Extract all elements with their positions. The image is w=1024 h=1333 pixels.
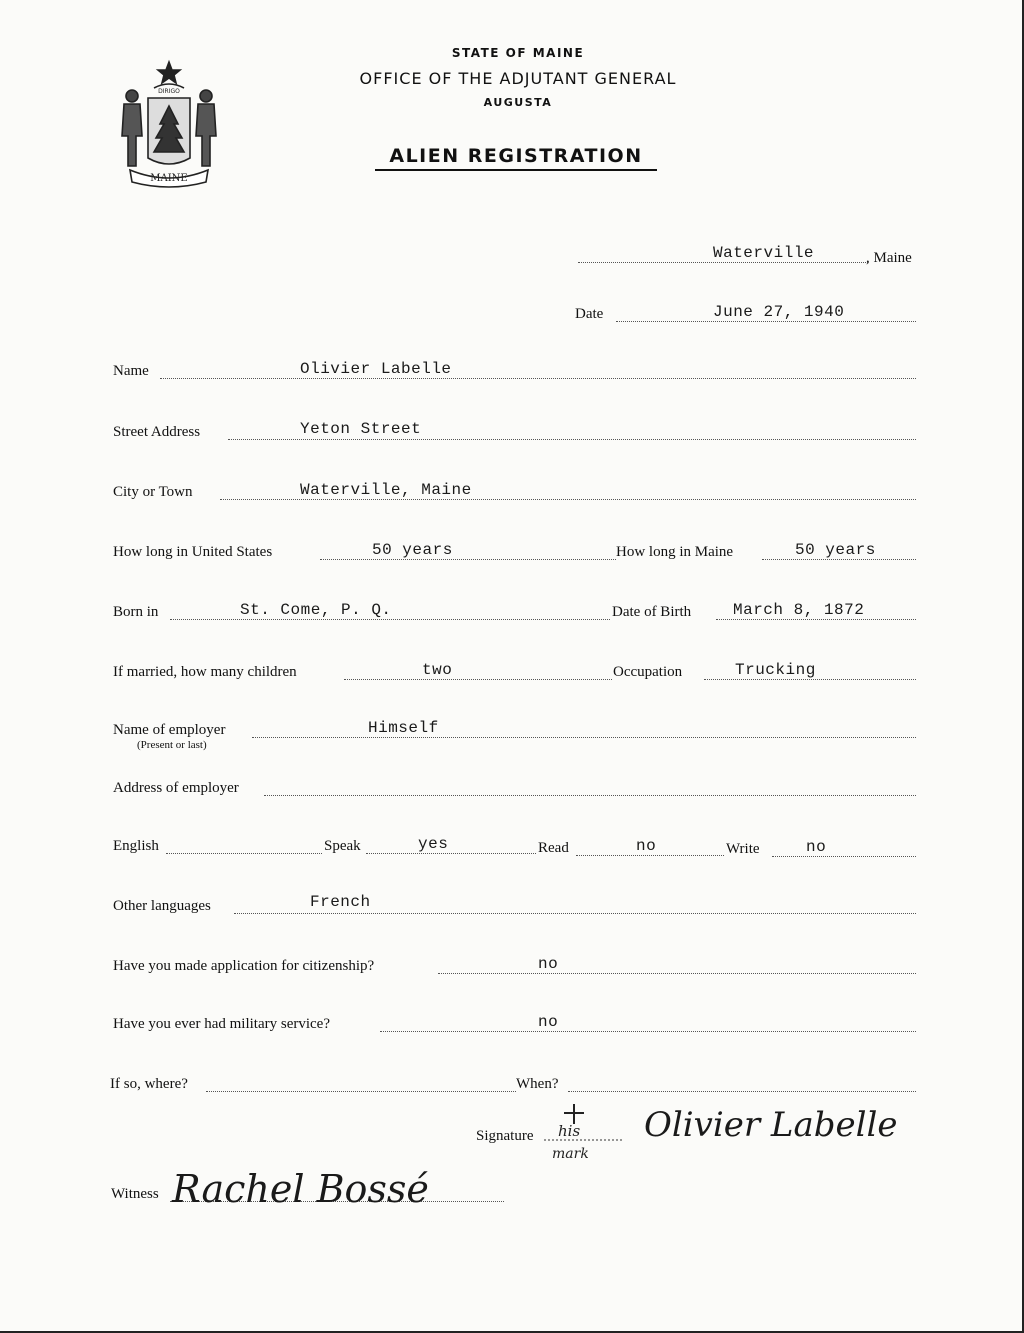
maine-state-seal-icon <box>110 58 228 188</box>
date-value: June 27, 1940 <box>713 303 845 321</box>
seal-banner-text: MAINE <box>150 173 188 184</box>
military-line <box>380 1031 916 1032</box>
signature-handwriting <box>630 1098 920 1148</box>
citizenship-line <box>438 973 916 974</box>
children-label: If married, how many children <box>113 664 297 680</box>
place-suffix: , Maine <box>866 250 912 266</box>
name-label: Name <box>113 363 149 379</box>
witness-signature-handwriting <box>168 1156 488 1232</box>
street-line <box>228 439 916 440</box>
read-value: no <box>636 837 657 855</box>
occupation-line <box>704 679 916 680</box>
speak-line <box>366 853 536 854</box>
name-value: Olivier Labelle <box>300 360 452 378</box>
born-value: St. Come, P. Q. <box>240 601 392 619</box>
write-label: Write <box>726 841 760 857</box>
read-line <box>576 855 724 856</box>
english-line <box>166 853 322 854</box>
signature-value: Olivier Labelle <box>644 1105 898 1145</box>
employer-label: Name of employer <box>113 722 226 738</box>
maine-value: 50 years <box>795 541 876 559</box>
citizenship-label: Have you made application for citizenship? <box>113 958 375 974</box>
date-line <box>616 321 916 322</box>
header-office: OFFICE OF THE ADJUTANT GENERAL <box>359 69 677 88</box>
us-line <box>320 559 616 560</box>
write-line <box>772 856 916 857</box>
header-city: AUGUSTA <box>483 96 553 109</box>
children-value: two <box>422 661 453 679</box>
witness-label: Witness <box>111 1186 159 1202</box>
other-languages-line <box>234 913 916 914</box>
when-label: When? <box>516 1076 559 1092</box>
date-label: Date <box>575 306 604 322</box>
signature-label: Signature <box>476 1128 534 1144</box>
dob-line <box>716 619 916 620</box>
born-line <box>170 619 610 620</box>
place-line <box>578 262 868 263</box>
employer-address-label: Address of employer <box>113 780 239 796</box>
employer-sub-label: (Present or last) <box>137 739 207 751</box>
other-languages-label: Other languages <box>113 898 211 914</box>
write-value: no <box>806 838 827 856</box>
witness-value: Rachel Bossé <box>172 1167 429 1211</box>
city-value: Waterville, Maine <box>300 481 472 499</box>
occupation-value: Trucking <box>735 661 816 679</box>
dob-label: Date of Birth <box>612 604 692 620</box>
maine-label: How long in Maine <box>616 544 734 560</box>
form-title: ALIEN REGISTRATION <box>375 145 657 171</box>
occupation-label: Occupation <box>613 664 683 680</box>
read-label: Read <box>538 840 569 856</box>
speak-label: Speak <box>324 838 361 854</box>
english-label: English <box>113 838 159 854</box>
name-line <box>160 378 916 379</box>
mark-bottom-text: mark <box>552 1146 589 1162</box>
street-value: Yeton Street <box>300 420 422 438</box>
military-label: Have you ever had military service? <box>113 1016 330 1032</box>
place-value: Waterville <box>713 244 815 262</box>
seal-motto-text: DIRIGO <box>158 88 180 95</box>
speak-value: yes <box>418 835 449 853</box>
city-label: City or Town <box>113 484 193 500</box>
street-label: Street Address <box>113 424 201 440</box>
where-line <box>206 1091 516 1092</box>
city-line <box>220 499 916 500</box>
mark-cross-icon <box>544 1100 624 1168</box>
employer-value: Himself <box>368 719 439 737</box>
us-label: How long in United States <box>113 544 273 560</box>
where-label: If so, where? <box>110 1076 188 1092</box>
us-value: 50 years <box>372 541 453 559</box>
employer-line <box>252 737 916 738</box>
employer-address-line <box>264 795 916 796</box>
citizenship-value: no <box>538 955 559 973</box>
maine-line <box>762 559 916 560</box>
born-label: Born in <box>113 604 159 620</box>
mark-top-text: his <box>558 1122 581 1140</box>
military-value: no <box>538 1013 559 1031</box>
children-line <box>344 679 612 680</box>
other-languages-value: French <box>310 893 371 911</box>
dob-value: March 8, 1872 <box>733 601 865 619</box>
when-line <box>568 1091 916 1092</box>
header-state: STATE OF MAINE <box>451 46 585 60</box>
